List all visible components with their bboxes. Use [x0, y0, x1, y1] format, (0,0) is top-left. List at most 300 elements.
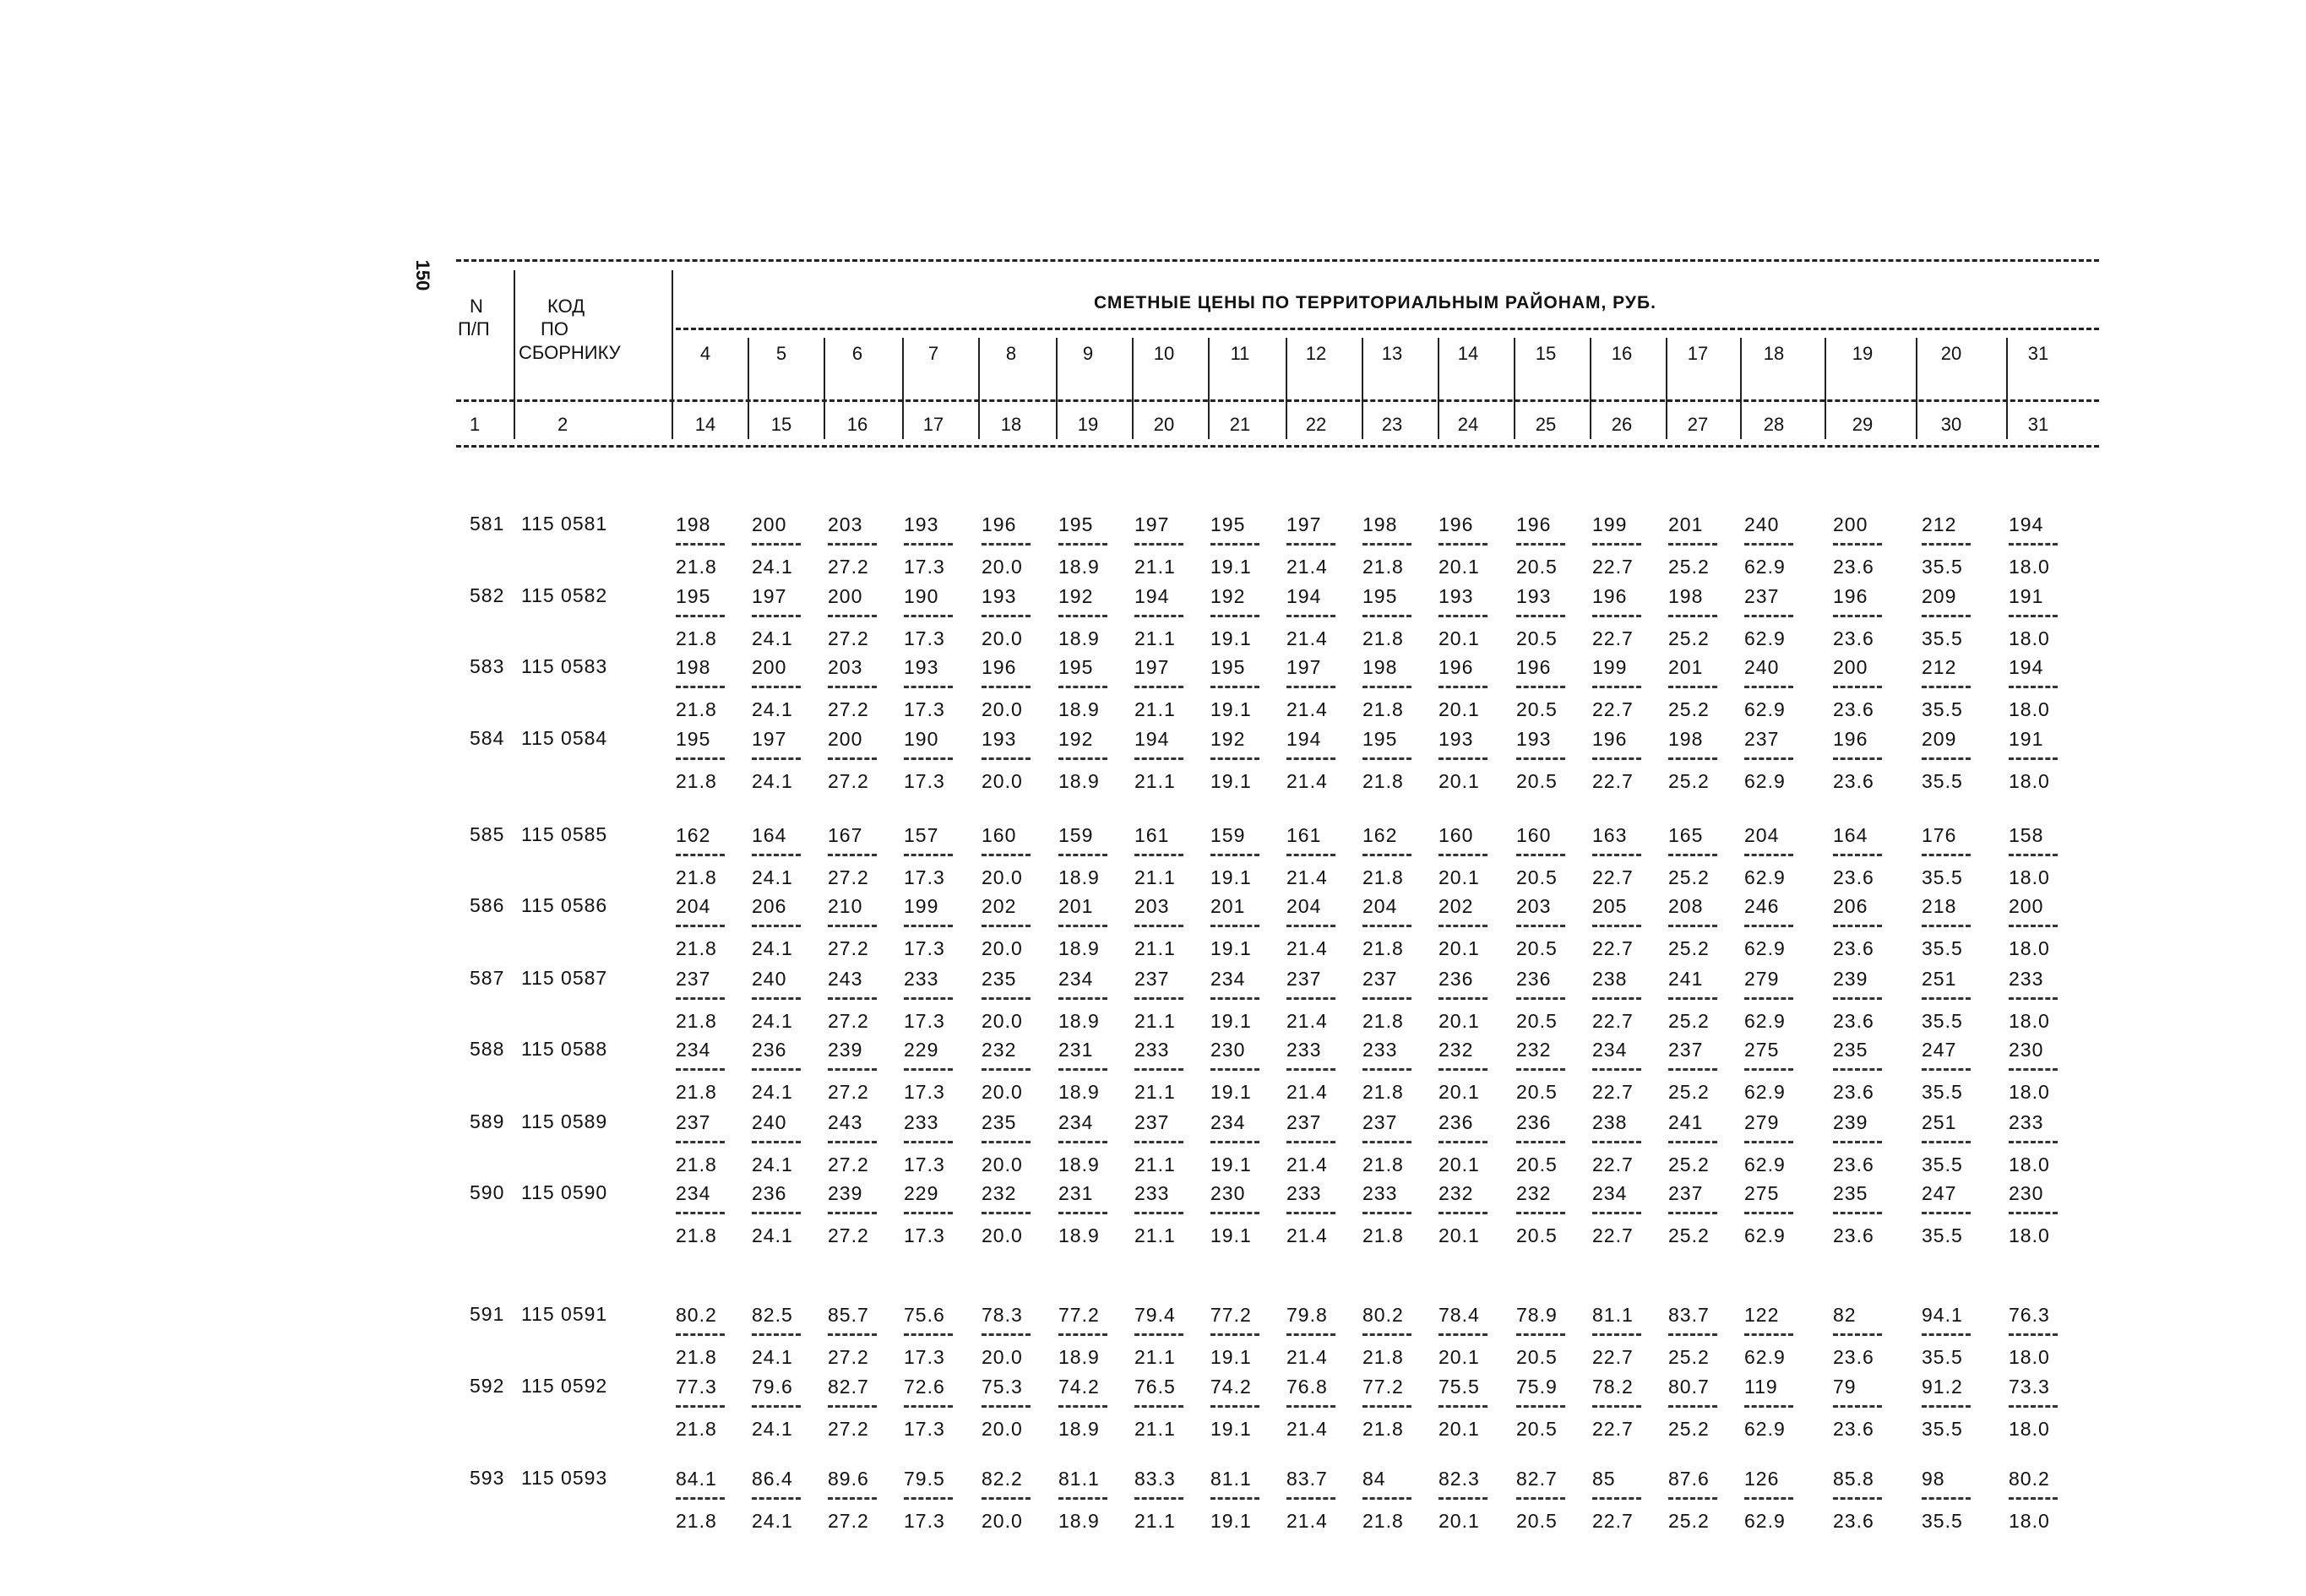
- fraction-bar: [2009, 1333, 2058, 1336]
- fraction-bar: [1833, 1497, 1882, 1500]
- coefficient-value: 18.9: [1058, 698, 1100, 720]
- coefficient-value: 35.5: [1922, 1346, 1963, 1368]
- price-value: 218: [1922, 895, 1957, 917]
- fraction-bar: [1439, 1497, 1487, 1500]
- price-value: 199: [1592, 513, 1628, 535]
- fraction-bar: [904, 543, 953, 546]
- coefficient-value: 24.1: [752, 1510, 793, 1532]
- fraction-bar: [676, 1141, 725, 1143]
- coefficient-value: 35.5: [1922, 770, 1963, 792]
- coefficient-value: 21.4: [1286, 937, 1328, 959]
- price-value: 196: [1592, 585, 1628, 607]
- column-index: 14: [694, 414, 716, 435]
- column-divider: [1286, 338, 1287, 439]
- coefficient-value: 20.5: [1516, 1081, 1558, 1103]
- price-value: 238: [1592, 1111, 1628, 1133]
- fraction-bar: [1058, 1141, 1107, 1143]
- price-value: 232: [1439, 1039, 1474, 1061]
- coefficient-value: 24.1: [752, 1010, 793, 1032]
- price-value: 251: [1922, 968, 1957, 990]
- price-value: 193: [982, 728, 1017, 750]
- coefficient-value: 21.1: [1134, 770, 1176, 792]
- coefficient-value: 25.2: [1668, 770, 1710, 792]
- row-id: 593: [470, 1467, 505, 1489]
- price-value: 91.2: [1922, 1376, 1963, 1398]
- price-value: 236: [752, 1039, 787, 1061]
- coefficient-value: 24.1: [752, 937, 793, 959]
- price-value: 77.3: [676, 1376, 717, 1398]
- price-value: 275: [1744, 1039, 1780, 1061]
- fraction-bar: [828, 1333, 877, 1336]
- price-value: 196: [1439, 513, 1474, 535]
- fraction-bar: [1668, 1068, 1717, 1071]
- price-value: 79.4: [1134, 1304, 1176, 1326]
- fraction-bar: [1058, 1497, 1107, 1500]
- coefficient-value: 23.6: [1833, 698, 1874, 720]
- price-value: 209: [1922, 585, 1957, 607]
- price-value: 231: [1058, 1182, 1094, 1204]
- coefficient-value: 22.7: [1592, 770, 1634, 792]
- price-value: 197: [1286, 513, 1322, 535]
- coefficient-value: 23.6: [1833, 937, 1874, 959]
- fraction-bar: [828, 757, 877, 760]
- row-code: 115 0583: [521, 655, 608, 677]
- coefficient-value: 18.0: [2009, 1418, 2050, 1440]
- coefficient-value: 21.8: [676, 1346, 717, 1368]
- price-value: 159: [1210, 824, 1246, 846]
- coefficient-value: 21.1: [1134, 1154, 1176, 1175]
- price-value: 237: [676, 968, 711, 990]
- coefficient-value: 21.8: [1362, 627, 1404, 649]
- price-value: 158: [2009, 824, 2044, 846]
- fraction-bar: [1058, 543, 1107, 546]
- price-value: 279: [1744, 1111, 1780, 1133]
- fraction-bar: [904, 1212, 953, 1214]
- fraction-bar: [1592, 1333, 1641, 1336]
- fraction-bar: [1516, 1068, 1565, 1071]
- price-value: 78.2: [1592, 1376, 1634, 1398]
- fraction-bar: [1516, 543, 1565, 546]
- coefficient-value: 20.1: [1439, 556, 1480, 578]
- fraction-bar: [676, 686, 725, 688]
- price-value: 241: [1668, 968, 1704, 990]
- fraction-bar: [828, 543, 877, 546]
- coefficient-value: 20.0: [982, 770, 1023, 792]
- fraction-bar: [1744, 1497, 1793, 1500]
- price-value: 204: [1744, 824, 1780, 846]
- fraction-bar: [1210, 1497, 1259, 1500]
- fraction-bar: [982, 757, 1031, 760]
- coefficient-value: 21.1: [1134, 698, 1176, 720]
- header-mid-rule: [676, 328, 2099, 330]
- price-value: 196: [1439, 656, 1474, 678]
- coefficient-value: 24.1: [752, 1418, 793, 1440]
- column-divider: [1514, 338, 1515, 439]
- price-value: 195: [1362, 585, 1398, 607]
- price-value: 78.9: [1516, 1304, 1558, 1326]
- column-divider: [1132, 338, 1134, 439]
- header-sub-rule: [456, 399, 2099, 402]
- price-value: 193: [1439, 728, 1474, 750]
- coefficient-value: 21.8: [1362, 1346, 1404, 1368]
- row-code: 115 0585: [521, 823, 608, 845]
- fraction-bar: [904, 757, 953, 760]
- fraction-bar: [1058, 925, 1107, 927]
- fraction-bar: [752, 615, 801, 617]
- price-value: 197: [752, 585, 787, 607]
- region-number: 31: [2027, 343, 2049, 364]
- coefficient-value: 20.1: [1439, 698, 1480, 720]
- coefficient-value: 23.6: [1833, 770, 1874, 792]
- price-value: 230: [2009, 1182, 2044, 1204]
- price-value: 193: [1439, 585, 1474, 607]
- fraction-bar: [1286, 1141, 1335, 1143]
- price-value: 233: [1134, 1039, 1170, 1061]
- coefficient-value: 27.2: [828, 866, 869, 888]
- price-value: 193: [1516, 728, 1552, 750]
- fraction-bar: [1286, 997, 1335, 1000]
- coefficient-value: 21.8: [676, 556, 717, 578]
- coefficient-value: 21.8: [676, 1010, 717, 1032]
- price-value: 193: [982, 585, 1017, 607]
- coefficient-value: 19.1: [1210, 556, 1252, 578]
- price-value: 126: [1744, 1468, 1780, 1490]
- fraction-bar: [1744, 854, 1793, 856]
- price-value: 78.3: [982, 1304, 1023, 1326]
- header-title: СМЕТНЫЕ ЦЕНЫ ПО ТЕРРИТОРИАЛЬНЫМ РАЙОНАМ, РУБ.: [1094, 293, 1656, 312]
- price-value: 87.6: [1668, 1468, 1710, 1490]
- price-value: 76.8: [1286, 1376, 1328, 1398]
- price-value: 233: [1362, 1182, 1398, 1204]
- price-value: 83.7: [1286, 1468, 1328, 1490]
- fraction-bar: [1592, 543, 1641, 546]
- coefficient-value: 20.0: [982, 1224, 1023, 1246]
- fraction-bar: [828, 1068, 877, 1071]
- price-value: 161: [1286, 824, 1322, 846]
- coefficient-value: 17.3: [904, 866, 945, 888]
- fraction-bar: [1744, 1333, 1793, 1336]
- fraction-bar: [904, 686, 953, 688]
- fraction-bar: [1058, 1068, 1107, 1071]
- fraction-bar: [1922, 757, 1971, 760]
- fraction-bar: [1744, 1141, 1793, 1143]
- coefficient-value: 35.5: [1922, 1418, 1963, 1440]
- column-index: 25: [1535, 414, 1557, 435]
- coefficient-value: 22.7: [1592, 1224, 1634, 1246]
- price-value: 197: [1134, 513, 1170, 535]
- fraction-bar: [1286, 925, 1335, 927]
- price-value: 212: [1922, 513, 1957, 535]
- header-bottom-rule: [456, 445, 2099, 448]
- coefficient-value: 17.3: [904, 1081, 945, 1103]
- fraction-bar: [1744, 686, 1793, 688]
- price-value: 83.7: [1668, 1304, 1710, 1326]
- fraction-bar: [1744, 757, 1793, 760]
- price-value: 192: [1058, 585, 1094, 607]
- fraction-bar: [904, 615, 953, 617]
- row-code: 115 0593: [521, 1467, 608, 1489]
- fraction-bar: [1922, 686, 1971, 688]
- fraction-bar: [1922, 1068, 1971, 1071]
- price-value: 234: [1592, 1182, 1628, 1204]
- column-divider: [1666, 338, 1667, 439]
- price-value: 204: [1286, 895, 1322, 917]
- coefficient-value: 21.8: [1362, 1418, 1404, 1440]
- row-code: 115 0584: [521, 727, 608, 749]
- fraction-bar: [1134, 1068, 1183, 1071]
- coefficient-value: 25.2: [1668, 556, 1710, 578]
- price-value: 192: [1210, 728, 1246, 750]
- price-value: 234: [1592, 1039, 1628, 1061]
- fraction-bar: [676, 1497, 725, 1500]
- price-value: 162: [1362, 824, 1398, 846]
- column-divider: [1438, 338, 1439, 439]
- fraction-bar: [1668, 925, 1717, 927]
- header-code-label: КОД: [547, 296, 585, 317]
- price-value: 80.2: [1362, 1304, 1404, 1326]
- coefficient-value: 18.0: [2009, 1154, 2050, 1175]
- fraction-bar: [1516, 997, 1565, 1000]
- price-value: 195: [1058, 513, 1094, 535]
- fraction-bar: [1516, 1212, 1565, 1214]
- price-value: 195: [676, 585, 711, 607]
- price-value: 232: [982, 1039, 1017, 1061]
- coefficient-value: 17.3: [904, 627, 945, 649]
- price-value: 200: [2009, 895, 2044, 917]
- fraction-bar: [676, 997, 725, 1000]
- price-value: 191: [2009, 728, 2044, 750]
- fraction-bar: [1668, 1141, 1717, 1143]
- price-value: 203: [1516, 895, 1552, 917]
- price-value: 237: [1362, 1111, 1398, 1133]
- coefficient-value: 20.1: [1439, 1010, 1480, 1032]
- price-value: 81.1: [1210, 1468, 1252, 1490]
- fraction-bar: [1286, 686, 1335, 688]
- fraction-bar: [1362, 1212, 1411, 1214]
- fraction-bar: [1744, 615, 1793, 617]
- coefficient-value: 21.1: [1134, 1510, 1176, 1532]
- fraction-bar: [2009, 854, 2058, 856]
- coefficient-value: 25.2: [1668, 698, 1710, 720]
- coefficient-value: 18.9: [1058, 770, 1100, 792]
- row-code: 115 0589: [521, 1110, 608, 1132]
- coefficient-value: 18.0: [2009, 1010, 2050, 1032]
- coefficient-value: 21.4: [1286, 1081, 1328, 1103]
- price-value: 159: [1058, 824, 1094, 846]
- fraction-bar: [1833, 1212, 1882, 1214]
- price-value: 195: [1210, 656, 1246, 678]
- coefficient-value: 18.9: [1058, 1081, 1100, 1103]
- price-value: 201: [1668, 513, 1704, 535]
- fraction-bar: [1210, 1333, 1259, 1336]
- fraction-bar: [1592, 1141, 1641, 1143]
- coefficient-value: 20.5: [1516, 698, 1558, 720]
- price-value: 193: [1516, 585, 1552, 607]
- price-value: 233: [1134, 1182, 1170, 1204]
- row-id: 590: [470, 1181, 505, 1203]
- price-value: 200: [1833, 656, 1868, 678]
- price-value: 233: [2009, 1111, 2044, 1133]
- price-value: 82.5: [752, 1304, 793, 1326]
- coefficient-value: 27.2: [828, 1510, 869, 1532]
- fraction-bar: [1516, 854, 1565, 856]
- fraction-bar: [1362, 1068, 1411, 1071]
- fraction-bar: [828, 1405, 877, 1408]
- column-divider: [1590, 338, 1591, 439]
- price-value: 229: [904, 1182, 939, 1204]
- price-value: 83.3: [1134, 1468, 1176, 1490]
- coefficient-value: 20.0: [982, 1154, 1023, 1175]
- region-number: 13: [1381, 343, 1403, 364]
- coefficient-value: 18.9: [1058, 556, 1100, 578]
- price-value: 82.7: [1516, 1468, 1558, 1490]
- fraction-bar: [1439, 1212, 1487, 1214]
- coefficient-value: 35.5: [1922, 1154, 1963, 1175]
- fraction-bar: [1439, 1141, 1487, 1143]
- coefficient-value: 18.9: [1058, 1010, 1100, 1032]
- fraction-bar: [1516, 757, 1565, 760]
- coefficient-value: 17.3: [904, 556, 945, 578]
- coefficient-value: 21.1: [1134, 1224, 1176, 1246]
- price-value: 231: [1058, 1039, 1094, 1061]
- price-value: 275: [1744, 1182, 1780, 1204]
- coefficient-value: 21.1: [1134, 1346, 1176, 1368]
- fraction-bar: [904, 1405, 953, 1408]
- fraction-bar: [1286, 615, 1335, 617]
- fraction-bar: [828, 686, 877, 688]
- fraction-bar: [1362, 997, 1411, 1000]
- fraction-bar: [1833, 1141, 1882, 1143]
- coefficient-value: 19.1: [1210, 1010, 1252, 1032]
- coefficient-value: 21.4: [1286, 866, 1328, 888]
- region-number: 9: [1082, 343, 1094, 364]
- column-index: 17: [922, 414, 944, 435]
- fraction-bar: [1592, 854, 1641, 856]
- coefficient-value: 17.3: [904, 1346, 945, 1368]
- column-index: 20: [1153, 414, 1175, 435]
- region-number: 5: [775, 343, 787, 364]
- price-value: 205: [1592, 895, 1628, 917]
- coefficient-value: 19.1: [1210, 1224, 1252, 1246]
- price-value: 230: [1210, 1182, 1246, 1204]
- price-value: 237: [1286, 1111, 1322, 1133]
- fraction-bar: [1592, 1405, 1641, 1408]
- price-value: 80.7: [1668, 1376, 1710, 1398]
- coefficient-value: 20.1: [1439, 770, 1480, 792]
- fraction-bar: [1286, 854, 1335, 856]
- price-value: 239: [1833, 1111, 1868, 1133]
- price-value: 80.2: [676, 1304, 717, 1326]
- price-value: 191: [2009, 585, 2044, 607]
- price-value: 240: [1744, 513, 1780, 535]
- coefficient-value: 21.1: [1134, 556, 1176, 578]
- price-value: 85.7: [828, 1304, 869, 1326]
- fraction-bar: [982, 925, 1031, 927]
- fraction-bar: [982, 854, 1031, 856]
- coefficient-value: 20.0: [982, 1346, 1023, 1368]
- row-id: 584: [470, 727, 505, 749]
- coefficient-value: 22.7: [1592, 1010, 1634, 1032]
- fraction-bar: [752, 1405, 801, 1408]
- coefficient-value: 20.1: [1439, 937, 1480, 959]
- price-value: 196: [982, 513, 1017, 535]
- coefficient-value: 21.4: [1286, 556, 1328, 578]
- coefficient-value: 24.1: [752, 866, 793, 888]
- fraction-bar: [2009, 1497, 2058, 1500]
- fraction-bar: [676, 757, 725, 760]
- price-value: 206: [752, 895, 787, 917]
- region-number: 7: [927, 343, 939, 364]
- price-value: 194: [2009, 513, 2044, 535]
- row-id: 583: [470, 655, 505, 677]
- fraction-bar: [1516, 1333, 1565, 1336]
- price-value: 237: [1362, 968, 1398, 990]
- price-value: 230: [1210, 1039, 1246, 1061]
- price-value: 232: [1516, 1182, 1552, 1204]
- column-divider: [824, 338, 825, 439]
- fraction-bar: [1058, 1212, 1107, 1214]
- price-value: 162: [676, 824, 711, 846]
- coefficient-value: 20.0: [982, 698, 1023, 720]
- price-value: 167: [828, 824, 863, 846]
- coefficient-value: 18.9: [1058, 866, 1100, 888]
- fraction-bar: [1922, 854, 1971, 856]
- coefficient-value: 18.0: [2009, 1081, 2050, 1103]
- price-value: 199: [904, 895, 939, 917]
- price-value: 200: [828, 585, 863, 607]
- fraction-bar: [1592, 925, 1641, 927]
- fraction-bar: [1833, 615, 1882, 617]
- price-value: 194: [1286, 585, 1322, 607]
- price-value: 72.6: [904, 1376, 945, 1398]
- fraction-bar: [1668, 1212, 1717, 1214]
- price-value: 243: [828, 1111, 863, 1133]
- coefficient-value: 18.9: [1058, 937, 1100, 959]
- price-value: 82.2: [982, 1468, 1023, 1490]
- fraction-bar: [676, 1068, 725, 1071]
- row-code: 115 0587: [521, 967, 608, 989]
- price-value: 160: [1439, 824, 1474, 846]
- coefficient-value: 27.2: [828, 627, 869, 649]
- coefficient-value: 21.8: [676, 1081, 717, 1103]
- coefficient-value: 19.1: [1210, 1418, 1252, 1440]
- fraction-bar: [1134, 925, 1183, 927]
- price-value: 195: [1362, 728, 1398, 750]
- coefficient-value: 21.8: [1362, 1224, 1404, 1246]
- fraction-bar: [1210, 615, 1259, 617]
- coefficient-value: 25.2: [1668, 1418, 1710, 1440]
- fraction-bar: [1516, 1405, 1565, 1408]
- price-value: 210: [828, 895, 863, 917]
- coefficient-value: 25.2: [1668, 1510, 1710, 1532]
- fraction-bar: [1439, 1405, 1487, 1408]
- coefficient-value: 22.7: [1592, 627, 1634, 649]
- fraction-bar: [1592, 997, 1641, 1000]
- column-index: 16: [846, 414, 868, 435]
- coefficient-value: 21.8: [1362, 937, 1404, 959]
- fraction-bar: [1362, 1497, 1411, 1500]
- region-number: 19: [1852, 343, 1874, 364]
- price-value: 77.2: [1210, 1304, 1252, 1326]
- fraction-bar: [1592, 615, 1641, 617]
- price-value: 202: [982, 895, 1017, 917]
- price-value: 198: [676, 513, 711, 535]
- price-value: 119: [1744, 1376, 1778, 1398]
- fraction-bar: [828, 1497, 877, 1500]
- fraction-bar: [1058, 757, 1107, 760]
- fraction-bar: [1362, 1333, 1411, 1336]
- coefficient-value: 35.5: [1922, 1510, 1963, 1532]
